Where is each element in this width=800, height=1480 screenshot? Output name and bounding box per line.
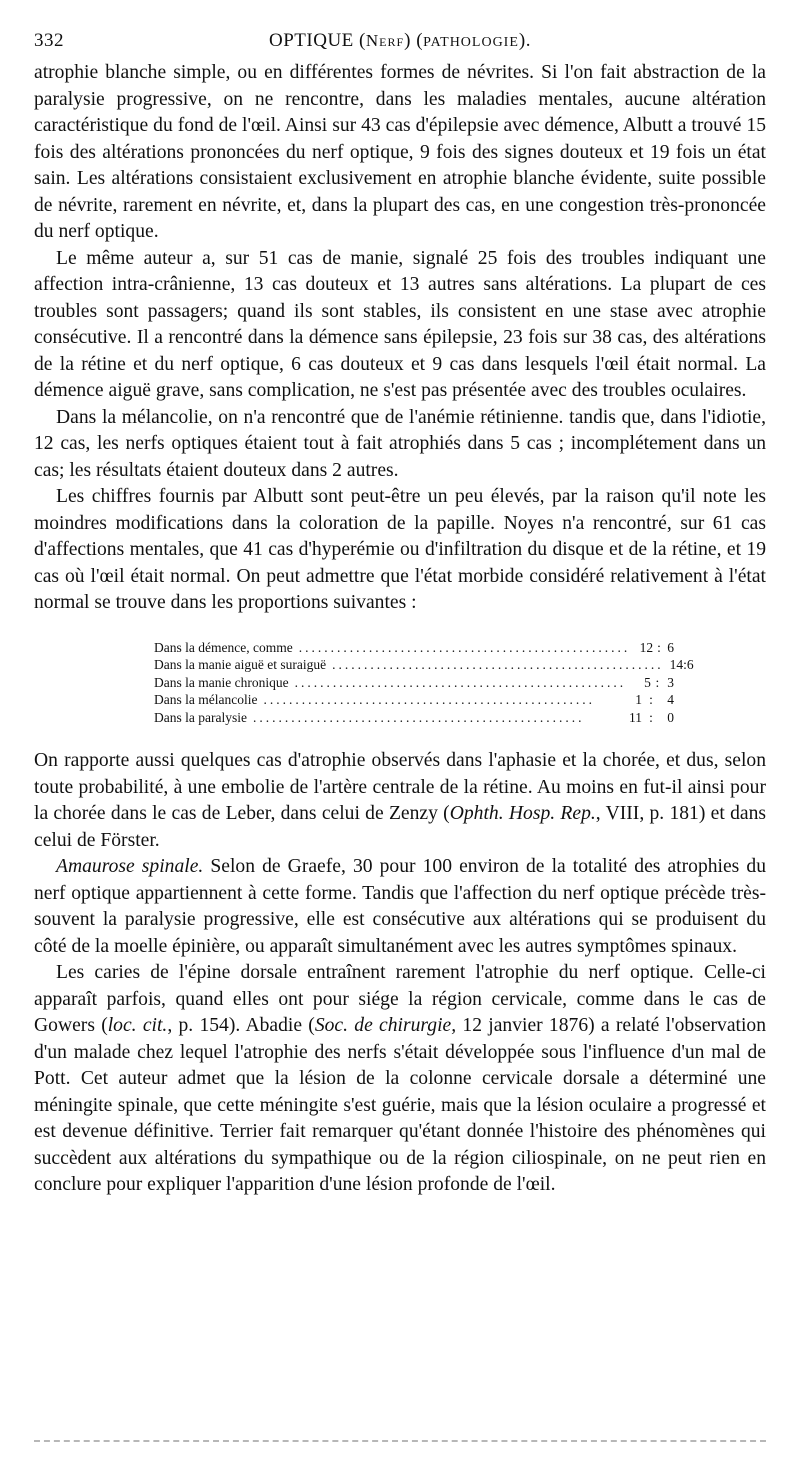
table-row: Dans la mélancolie .................................................... 1 : 4 [154,692,674,707]
running-header [34,26,766,60]
citation-loc-cit: loc. cit. [107,1015,168,1036]
title-pathologie: PATHOLOGIE [423,35,519,50]
section-amaurose-spinale: Amaurose spinale. [56,856,204,877]
table-row: Dans la paralysie .................................................... 11 : 0 [154,709,674,725]
citation-soc-chirurgie: Soc. de chirurgie, [314,1015,457,1036]
proportions-table [154,639,694,727]
running-title: OPTIQUE (Nerf) (PATHOLOGIE). [269,30,531,51]
paragraph-5: On rapporte aussi quelques cas d'atrophie observés dans l'aphasie et la chorée, et dus, selon toute probabilité, à une embolie de l'artère centrale de la rétine. Au moins en fut-il ainsi pour la chorée dans le cas de Leber, dans celui de Zenzy (Ophth. Hosp. Rep., VIII, p. 181) et dans celui de Förster. [34,750,766,851]
page [34,26,766,1199]
citation-ophth: Ophth. Hosp. Rep. [449,803,596,824]
title-nerf: Nerf [365,31,405,50]
table-row: Dans la manie aiguë et suraiguë .................................................... 14 : 6 [154,657,694,672]
table-row: Dans la manie chronique .................................................... 5 : 3 [154,674,675,690]
paragraph-2: Le même auteur a, sur 51 cas de manie, signalé 25 fois des troubles indiquant une affection intra-crânienne, 13 cas douteux et 13 autres sans altérations. La plupart de ces troubles sont passagers; quand ils sont stables, ils consistent en une stase avec atrophie consécutive. Il a rencontré dans la démence sans épilepsie, 23 fois sur 38 cas, des altérations de la rétine et du nerf optique, 6 cas douteux et 9 cas dans lesquels l'œil était normal. La démence aiguë grave, sans complication, ne s'est pas présentée avec des troubles oculaires. [34,247,766,401]
paragraph-3: Dans la mélancolie, on n'a rencontré que de l'anémie rétinienne. tandis que, dans l'idiotie, 12 cas, les nerfs optiques étaient tout à fait atrophiés dans 5 cas ; incomplétement dans un cas; les résultats étaient douteux dans 2 autres. [34,406,766,481]
paragraph-1: atrophie blanche simple, ou en différentes formes de névrites. Si l'on fait abstraction de la paralysie progressive, on ne rencontre, dans les maladies mentales, aucune altération caractéristique du fond de l'œil. Ainsi sur 43 cas d'épilepsie avec démence, Albutt a trouvé 15 fois des altérations prononcées du nerf optique, 9 fois des signes douteux et 19 fois un état sain. Les altérations consistaient exclusivement en atrophie blanche évidente, suite possible de névrite, rarement en névrite, et, dans la plupart des cas, en une congestion très-prononcée du nerf optique. [34,62,766,242]
paragraph-6: Amaurose spinale. Selon de Graefe, 30 pour 100 environ de la totalité des atrophies du nerf optique appartiennent à cette forme. Tandis que l'affection du nerf optique précède très-souvent la paralysie progressive, elle est consécutive aux altérations qui se produisent du côté de la moelle épinière, ou apparaît simultanément avec les autres symptômes spinaux. [34,856,766,957]
table-row: Dans la démence, comme .................................................... 12 : 6 [154,639,674,655]
footer-rule [34,1440,766,1442]
paragraph-4: Les chiffres fournis par Albutt sont peut-être un peu élevés, par la raison qu'il note les moindres modifications dans la coloration de la papille. Noyes n'a rencontré, sur 61 cas d'affections mentales, que 41 cas d'hyperémie ou d'infiltration du disque et de la rétine, et 19 cas où l'œil était normal. On peut admettre que l'état morbide considéré relativement à l'état normal se trouve dans les proportions suivantes : [34,486,766,613]
paragraph-7: Les caries de l'épine dorsale entraînent rarement l'atrophie du nerf optique. Celle-ci apparaît parfois, quand elles ont pour siége la région cervicale, comme dans le cas de Gowers (loc. cit., p. 154). Abadie (Soc. de chirurgie, 12 janvier 1876) a relaté l'observation d'un malade chez lequel l'atrophie des nerfs s'était développée sous l'influence d'un mal de Pott. Cet auteur admet que la lésion de la colonne cervicale dorsale a déterminé une méningite spinale, que cette méningite s'est guérie, mais que la lésion oculaire a progressé et est devenue définitive. Terrier fait remarquer qu'étant donnée l'histoire des phénomènes qui succèdent aux altérations du sympathique ou de la région ciliospinale, on ne peut rien en conclure pour expliquer l'apparition d'une lésion profonde de l'œil. [34,962,767,1195]
page-number: 332 [34,30,64,51]
